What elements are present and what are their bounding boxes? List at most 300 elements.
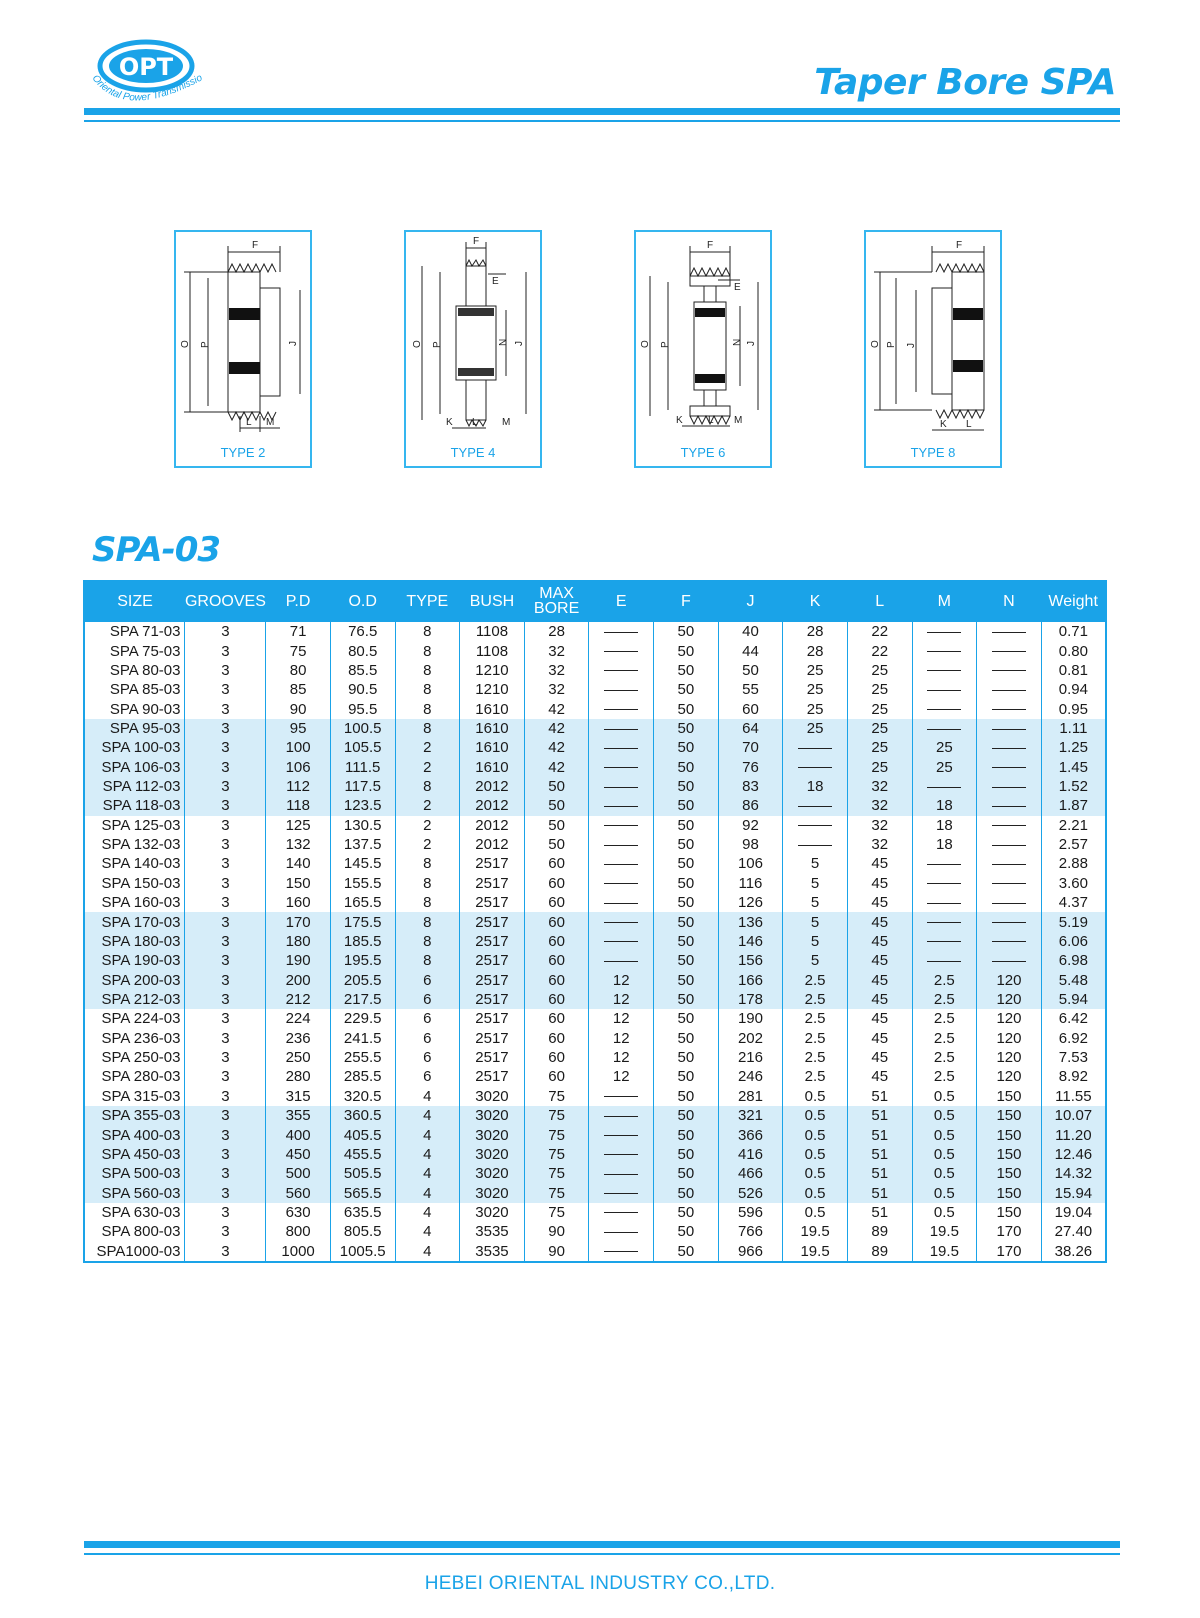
dim-label-f: F [707, 240, 714, 251]
table-cell: 596 [718, 1203, 783, 1222]
dim-label-f: F [473, 236, 480, 247]
table-cell: 50 [654, 1145, 719, 1164]
table-cell [912, 641, 977, 660]
table-cell: 2517 [460, 854, 525, 873]
table-cell: 60 [524, 1009, 589, 1028]
column-header: N [977, 580, 1042, 622]
dash-mark [927, 787, 961, 788]
table-cell: SPA 236-03 [84, 1029, 185, 1048]
table-cell: 100.5 [330, 719, 395, 738]
dash-mark [992, 651, 1026, 652]
table-cell: 50 [654, 1203, 719, 1222]
table-row [84, 1029, 1106, 1048]
table-cell: 3 [185, 796, 266, 815]
table-cell: 50 [654, 758, 719, 777]
table-row [84, 1048, 1106, 1067]
table-cell: 185.5 [330, 932, 395, 951]
table-cell [977, 874, 1042, 893]
table-cell: 4.37 [1058, 894, 1088, 912]
table-row [84, 1067, 1106, 1086]
table-cell: 3 [185, 1203, 266, 1222]
table-cell: 1005.5 [330, 1242, 395, 1262]
table-cell: 116 [718, 874, 783, 893]
table-cell: 630 [266, 1203, 331, 1222]
dim-label-l: L [246, 417, 252, 428]
table-cell: 45 [847, 951, 912, 970]
table-cell: 3 [185, 970, 266, 989]
table-cell: 0.5 [783, 1106, 848, 1125]
table-cell: 246 [718, 1067, 783, 1086]
table-cell: 50 [654, 1048, 719, 1067]
table-cell [912, 854, 977, 873]
table-cell: 8 [395, 932, 460, 951]
table-cell: 3020 [460, 1106, 525, 1125]
table-cell: 0.94 [1058, 681, 1088, 699]
table-cell: 105.5 [330, 738, 395, 757]
table-cell: SPA 112-03 [84, 777, 185, 796]
table-cell [977, 951, 1042, 970]
dash-mark [927, 632, 961, 633]
table-cell: 190 [718, 1009, 783, 1028]
table-cell: 50 [654, 835, 719, 854]
table-cell: 6 [395, 990, 460, 1009]
dim-label-f: F [252, 240, 259, 251]
table-cell: 80 [266, 661, 331, 680]
table-cell: 120 [977, 1048, 1042, 1067]
table-cell: SPA 80-03 [84, 661, 185, 680]
table-cell: 89 [847, 1242, 912, 1262]
table-cell: 0.5 [912, 1164, 977, 1183]
table-cell: 132 [266, 835, 331, 854]
table-cell: 3 [185, 777, 266, 796]
dim-label-j: J [514, 341, 525, 346]
table-cell: 18 [783, 777, 848, 796]
table-cell: 5.94 [1041, 990, 1106, 1009]
table-cell: 285.5 [330, 1067, 395, 1086]
table-cell: 150 [977, 1125, 1042, 1144]
table-cell: 8 [395, 951, 460, 970]
dim-label-m: M [734, 415, 743, 426]
table-cell: 1610 [460, 719, 525, 738]
table-cell: 3 [185, 1242, 266, 1262]
table-cell: 229.5 [330, 1009, 395, 1028]
table-cell: 45 [847, 912, 912, 931]
table-cell: 85 [266, 680, 331, 699]
table-cell: 2517 [460, 912, 525, 931]
dim-label-o: O [870, 340, 881, 348]
table-cell: 3 [185, 874, 266, 893]
diagram-type-2 [174, 230, 312, 468]
table-cell: 90 [524, 1222, 589, 1241]
table-cell [977, 854, 1042, 873]
dash-mark [604, 1174, 638, 1175]
dash-mark [798, 825, 832, 826]
dash-mark [604, 1116, 638, 1117]
table-cell: 2.5 [783, 1067, 848, 1086]
table-cell: 0.5 [783, 1183, 848, 1202]
table-cell: 60 [524, 932, 589, 951]
table-cell: 51 [847, 1183, 912, 1202]
table-cell: 25 [847, 661, 912, 680]
table-row [84, 1242, 1106, 1262]
dim-label-e: E [734, 282, 741, 293]
table-row [84, 661, 1106, 680]
table-cell: 70 [718, 738, 783, 757]
table-cell: 2517 [460, 893, 525, 912]
table-cell: 2012 [460, 816, 525, 835]
table-cell: 3 [185, 912, 266, 931]
table-cell [977, 835, 1042, 854]
table-cell: 12 [589, 970, 654, 989]
table-cell [589, 680, 654, 699]
dim-label-o: O [412, 340, 423, 348]
table-cell: 25 [783, 699, 848, 718]
dash-mark [992, 806, 1026, 807]
table-cell: 3 [185, 758, 266, 777]
table-cell: 2.57 [1058, 836, 1088, 854]
table-cell: 8 [395, 661, 460, 680]
table-cell: 4 [395, 1242, 460, 1262]
table-cell: SPA 450-03 [84, 1145, 185, 1164]
table-cell: 50 [654, 1183, 719, 1202]
table-cell: 216 [718, 1048, 783, 1067]
table-cell [589, 1242, 654, 1262]
table-cell: 315 [266, 1087, 331, 1106]
table-cell [589, 641, 654, 660]
table-cell [589, 1164, 654, 1183]
table-cell: 500 [266, 1164, 331, 1183]
table-cell [912, 661, 977, 680]
table-cell: 2517 [460, 1029, 525, 1048]
table-cell: 8 [395, 699, 460, 718]
table-cell: 25 [847, 699, 912, 718]
dash-mark [604, 1096, 638, 1097]
table-cell: 28 [783, 641, 848, 660]
table-cell [589, 796, 654, 815]
page-title: Taper Bore SPA [814, 62, 1116, 103]
dash-mark [604, 903, 638, 904]
table-cell: 8.92 [1058, 1068, 1088, 1086]
dash-mark [927, 961, 961, 962]
table-cell: 2517 [460, 951, 525, 970]
table-cell: 224 [266, 1009, 331, 1028]
table-cell: 32 [847, 816, 912, 835]
table-cell: 106 [718, 854, 783, 873]
dash-mark [927, 651, 961, 652]
dim-label-m: M [502, 417, 511, 428]
table-cell: 51 [847, 1145, 912, 1164]
table-cell: SPA 190-03 [84, 951, 185, 970]
table-cell: 6.92 [1058, 1029, 1088, 1047]
table-cell: 95 [266, 719, 331, 738]
diagram-caption: TYPE 2 [220, 445, 266, 460]
table-cell: 166 [718, 970, 783, 989]
table-cell: 3 [185, 738, 266, 757]
table-cell: 1.52 [1041, 777, 1106, 796]
table-cell: 27.40 [1054, 1223, 1093, 1241]
table-cell: 1610 [460, 758, 525, 777]
table-cell: 5 [783, 932, 848, 951]
dash-mark [604, 864, 638, 865]
dash-mark [604, 922, 638, 923]
table-cell: 1.11 [1041, 719, 1106, 738]
table-body [84, 622, 1106, 1262]
table-cell: 120 [977, 990, 1042, 1009]
table-cell: 1.45 [1041, 758, 1106, 777]
table-cell: 50 [654, 816, 719, 835]
table-cell: 42 [524, 719, 589, 738]
table-cell: 3 [185, 622, 266, 641]
table-cell: SPA 212-03 [84, 990, 185, 1009]
table-cell: 6 [395, 1029, 460, 1048]
dash-mark [992, 961, 1026, 962]
column-header: P.D [266, 580, 331, 622]
table-cell: 155.5 [330, 874, 395, 893]
table-cell [977, 641, 1042, 660]
table-cell: 89 [847, 1222, 912, 1241]
table-cell: 766 [718, 1222, 783, 1241]
table-cell: 12 [589, 1048, 654, 1067]
table-cell: 217.5 [330, 990, 395, 1009]
table-cell [589, 1106, 654, 1125]
table-cell: 25 [847, 680, 912, 699]
logo-text: OPT [118, 53, 174, 81]
table-cell: 22 [847, 622, 912, 641]
table-row [84, 1203, 1106, 1222]
table-cell: 32 [524, 661, 589, 680]
table-cell: 60 [524, 912, 589, 931]
table-cell: SPA 500-03 [84, 1164, 185, 1183]
table-cell: 25 [912, 738, 977, 757]
table-cell: 0.5 [912, 1087, 977, 1106]
table-cell: 137.5 [330, 835, 395, 854]
table-row [84, 1125, 1106, 1144]
table-cell: 0.5 [912, 1203, 977, 1222]
dim-label-j: J [746, 341, 757, 346]
table-cell: 241.5 [330, 1029, 395, 1048]
table-cell [589, 835, 654, 854]
dim-label-k: K [676, 415, 683, 426]
dash-mark [927, 883, 961, 884]
table-row [84, 758, 1106, 777]
table-cell: 565.5 [330, 1183, 395, 1202]
table-cell: 505.5 [330, 1164, 395, 1183]
table-cell: 25 [783, 719, 848, 738]
table-cell: 80.5 [330, 641, 395, 660]
dash-mark [992, 845, 1026, 846]
table-cell: 90 [266, 699, 331, 718]
table-cell: 0.81 [1058, 661, 1088, 679]
table-cell: 8 [395, 680, 460, 699]
table-cell: 3 [185, 1164, 266, 1183]
table-cell: 18 [912, 796, 977, 815]
table-cell: 0.71 [1058, 623, 1088, 641]
dash-mark [604, 825, 638, 826]
table-cell: 60 [524, 1029, 589, 1048]
table-cell: 2 [395, 738, 460, 757]
table-cell: SPA 75-03 [84, 641, 185, 660]
table-cell: SPA 150-03 [84, 874, 185, 893]
table-cell: 2517 [460, 990, 525, 1009]
table-cell: 7.53 [1058, 1049, 1088, 1067]
column-header: L [847, 580, 912, 622]
table-cell: 236 [266, 1029, 331, 1048]
dash-mark [798, 767, 832, 768]
table-cell: 416 [718, 1145, 783, 1164]
dash-mark [604, 767, 638, 768]
table-cell: 0.5 [912, 1183, 977, 1202]
table-cell: 150 [977, 1087, 1042, 1106]
table-cell: 6 [395, 1067, 460, 1086]
table-cell: SPA 106-03 [84, 758, 185, 777]
dash-mark [992, 941, 1026, 942]
table-cell [977, 699, 1042, 718]
column-header: J [718, 580, 783, 622]
table-cell: 55 [718, 680, 783, 699]
table-cell: 2012 [460, 835, 525, 854]
dash-mark [992, 787, 1026, 788]
table-cell: 405.5 [330, 1125, 395, 1144]
dash-mark [992, 767, 1026, 768]
dash-mark [927, 690, 961, 691]
table-cell: 75 [266, 641, 331, 660]
table-cell: 50 [654, 1009, 719, 1028]
table-cell [589, 893, 654, 912]
table-cell: 1210 [460, 680, 525, 699]
table-cell: 123.5 [330, 796, 395, 815]
table-cell: 50 [654, 1106, 719, 1125]
table-cell: 202 [718, 1029, 783, 1048]
table-row [84, 1106, 1106, 1125]
table-cell: 106 [266, 758, 331, 777]
table-cell: 145.5 [330, 854, 395, 873]
table-cell: 76 [718, 758, 783, 777]
table-cell: 98 [718, 835, 783, 854]
table-cell: 6.42 [1058, 1010, 1088, 1028]
table-cell: 126 [718, 893, 783, 912]
table-row [84, 719, 1106, 738]
table-cell: 32 [524, 680, 589, 699]
table-cell: 1108 [460, 641, 525, 660]
header-rule-thick [84, 108, 1120, 115]
dash-mark [798, 845, 832, 846]
table-cell: 1210 [460, 661, 525, 680]
table-cell: 45 [847, 854, 912, 873]
table-row [84, 932, 1106, 951]
table-cell: SPA1000-03 [84, 1242, 185, 1262]
table-cell: SPA 630-03 [84, 1203, 185, 1222]
table-cell: 50 [654, 738, 719, 757]
table-cell: 25 [783, 680, 848, 699]
table-cell: 45 [847, 1067, 912, 1086]
table-cell: 366 [718, 1125, 783, 1144]
table-cell: 160 [266, 893, 331, 912]
table-cell: 60 [524, 1048, 589, 1067]
table-cell: 2 [395, 796, 460, 815]
dash-mark [992, 825, 1026, 826]
table-row [84, 951, 1106, 970]
table-cell: 3020 [460, 1087, 525, 1106]
table-cell: 3 [185, 835, 266, 854]
table-cell: 4 [395, 1087, 460, 1106]
table-cell: 3 [185, 1067, 266, 1086]
table-cell [912, 874, 977, 893]
table-cell: 19.5 [783, 1222, 848, 1241]
table-cell: 120 [977, 970, 1042, 989]
table-cell: SPA 200-03 [84, 970, 185, 989]
table-cell: 32 [847, 796, 912, 815]
dim-label-k: K [446, 417, 453, 428]
table-cell: 45 [847, 970, 912, 989]
table-cell: 111.5 [330, 758, 395, 777]
column-header: TYPE [395, 580, 460, 622]
dash-mark [604, 1251, 638, 1252]
table-cell: 50 [654, 990, 719, 1009]
table-cell: 5 [783, 912, 848, 931]
table-cell: 60 [524, 970, 589, 989]
dash-mark [992, 883, 1026, 884]
table-cell: 50 [524, 796, 589, 815]
table-cell: 50 [524, 816, 589, 835]
table-cell [977, 932, 1042, 951]
table-cell: 2.5 [783, 1009, 848, 1028]
column-header: M [912, 580, 977, 622]
table-cell: 120 [977, 1067, 1042, 1086]
table-cell: 4 [395, 1222, 460, 1241]
table-cell: 2012 [460, 796, 525, 815]
table-cell: 8 [395, 893, 460, 912]
table-cell: 50 [654, 912, 719, 931]
table-cell: 50 [654, 932, 719, 951]
table-cell: 45 [847, 990, 912, 1009]
table-cell: SPA 560-03 [84, 1183, 185, 1202]
table-cell: 50 [654, 874, 719, 893]
table-cell: 2.5 [912, 1029, 977, 1048]
table-cell: 50 [654, 1067, 719, 1086]
table-cell [977, 758, 1042, 777]
table-cell: 190 [266, 951, 331, 970]
table-cell: 2012 [460, 777, 525, 796]
table-row [84, 1183, 1106, 1202]
table-cell: SPA 180-03 [84, 932, 185, 951]
table-cell: 11.20 [1041, 1125, 1106, 1144]
table-cell: 180 [266, 932, 331, 951]
table-cell: 75 [524, 1125, 589, 1144]
table-cell: 85.5 [330, 661, 395, 680]
table-row [84, 680, 1106, 699]
table-cell: 3 [185, 1106, 266, 1125]
dash-mark [992, 864, 1026, 865]
table-cell [589, 622, 654, 641]
dash-mark [927, 941, 961, 942]
dim-label-j: J [906, 343, 917, 348]
table-cell: 4 [395, 1183, 460, 1202]
table-cell: 50 [654, 1087, 719, 1106]
table-cell [589, 951, 654, 970]
dash-mark [604, 845, 638, 846]
table-cell: 3 [185, 1145, 266, 1164]
table-cell: 100 [266, 738, 331, 757]
table-cell: 42 [524, 738, 589, 757]
table-cell [589, 932, 654, 951]
table-cell: 2517 [460, 1009, 525, 1028]
table-cell: 90 [524, 1242, 589, 1262]
table-cell: 75 [524, 1145, 589, 1164]
dash-mark [927, 864, 961, 865]
table-cell: 45 [847, 1009, 912, 1028]
dash-mark [604, 1193, 638, 1194]
table-cell: 255.5 [330, 1048, 395, 1067]
